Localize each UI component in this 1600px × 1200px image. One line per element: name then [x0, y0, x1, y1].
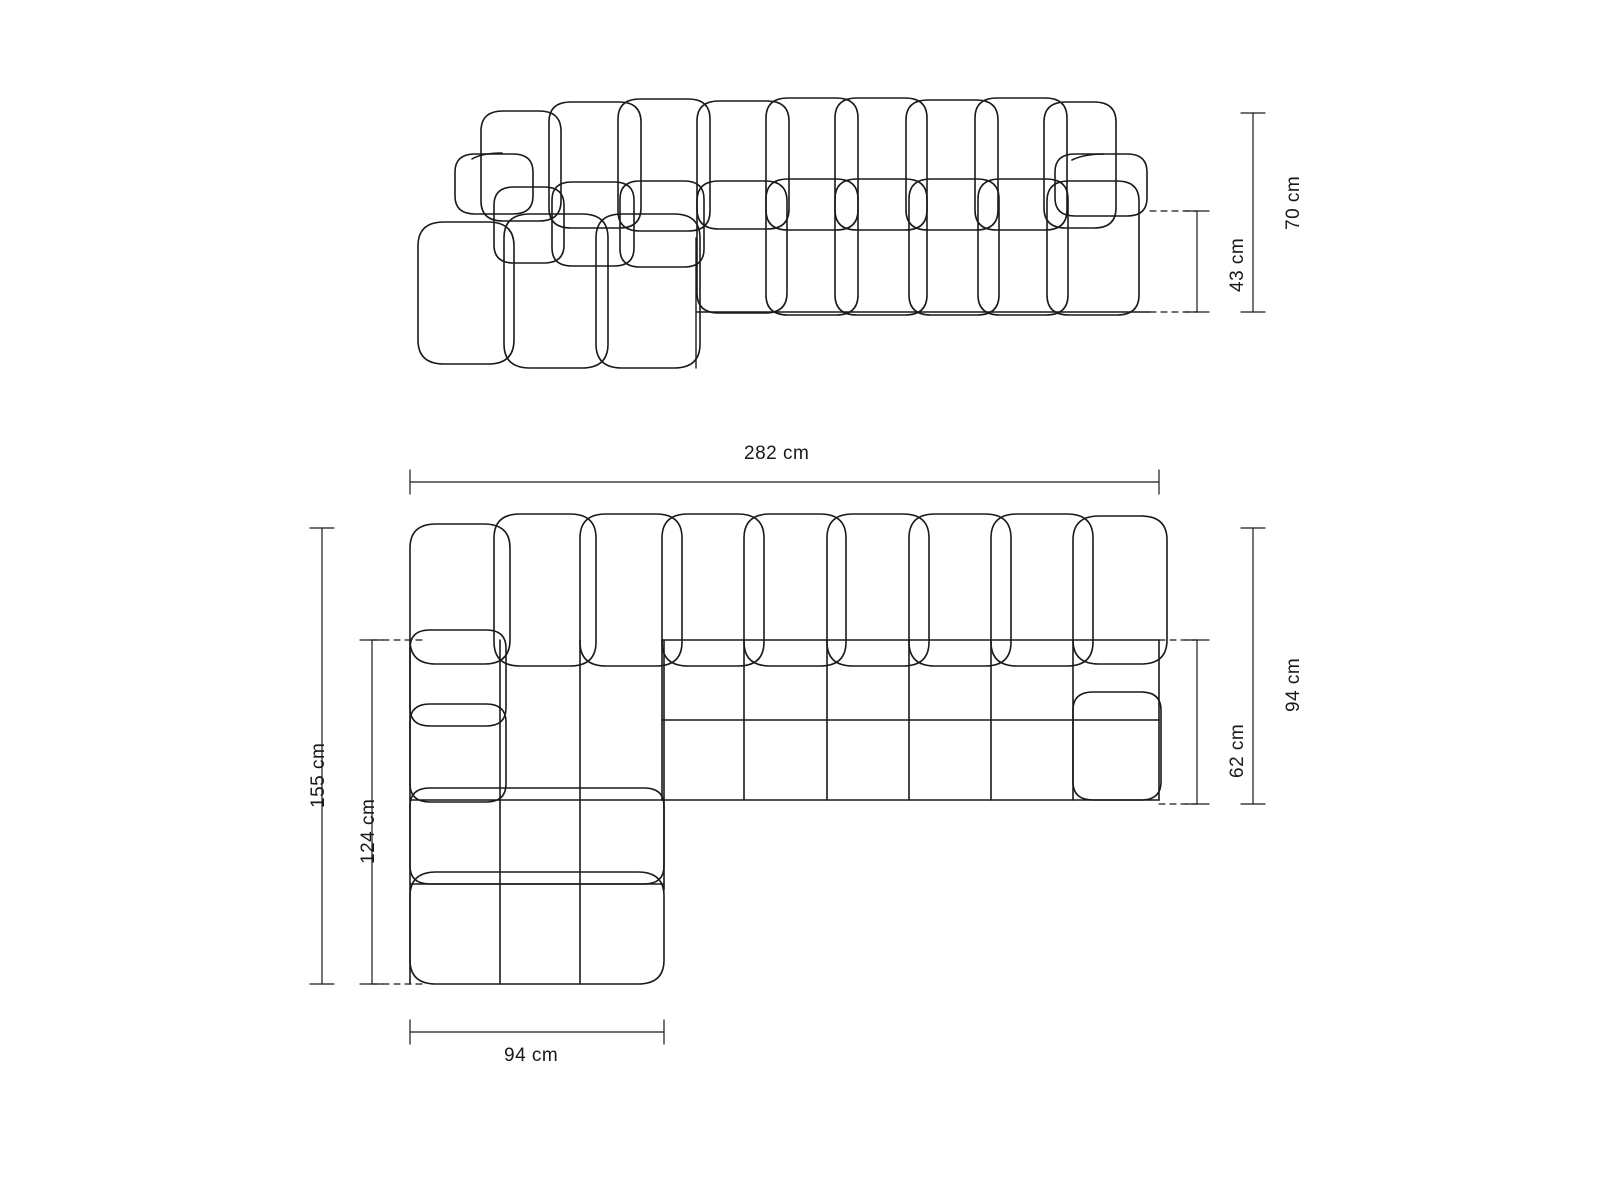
dimension-label-width-282: 282 cm: [744, 443, 810, 464]
plan-seat-field: [662, 640, 1159, 800]
front-backrest-cushions: [481, 98, 1116, 231]
front-elevation-view: [418, 98, 1150, 368]
plan-chaise: [410, 640, 664, 984]
dimension-label-width-94: 94 cm: [504, 1045, 559, 1066]
front-chaise-modules: [418, 214, 700, 368]
dimension-label-depth-155: 155 cm: [308, 742, 329, 808]
dimension-label-depth-124: 124 cm: [358, 798, 379, 864]
plan-back-row: [410, 514, 1167, 666]
dimension-label-height-70: 70 cm: [1283, 175, 1304, 230]
dimension-label-depth-94: 94 cm: [1283, 657, 1304, 712]
plan-left-armrest: [410, 630, 506, 802]
dimension-label-seat-43: 43 cm: [1227, 237, 1248, 292]
dimension-label-seat-62: 62 cm: [1227, 723, 1248, 778]
front-seat-cushions: [494, 179, 1139, 315]
top-plan-view: [410, 514, 1167, 984]
plan-right-armrest: [1073, 692, 1161, 800]
